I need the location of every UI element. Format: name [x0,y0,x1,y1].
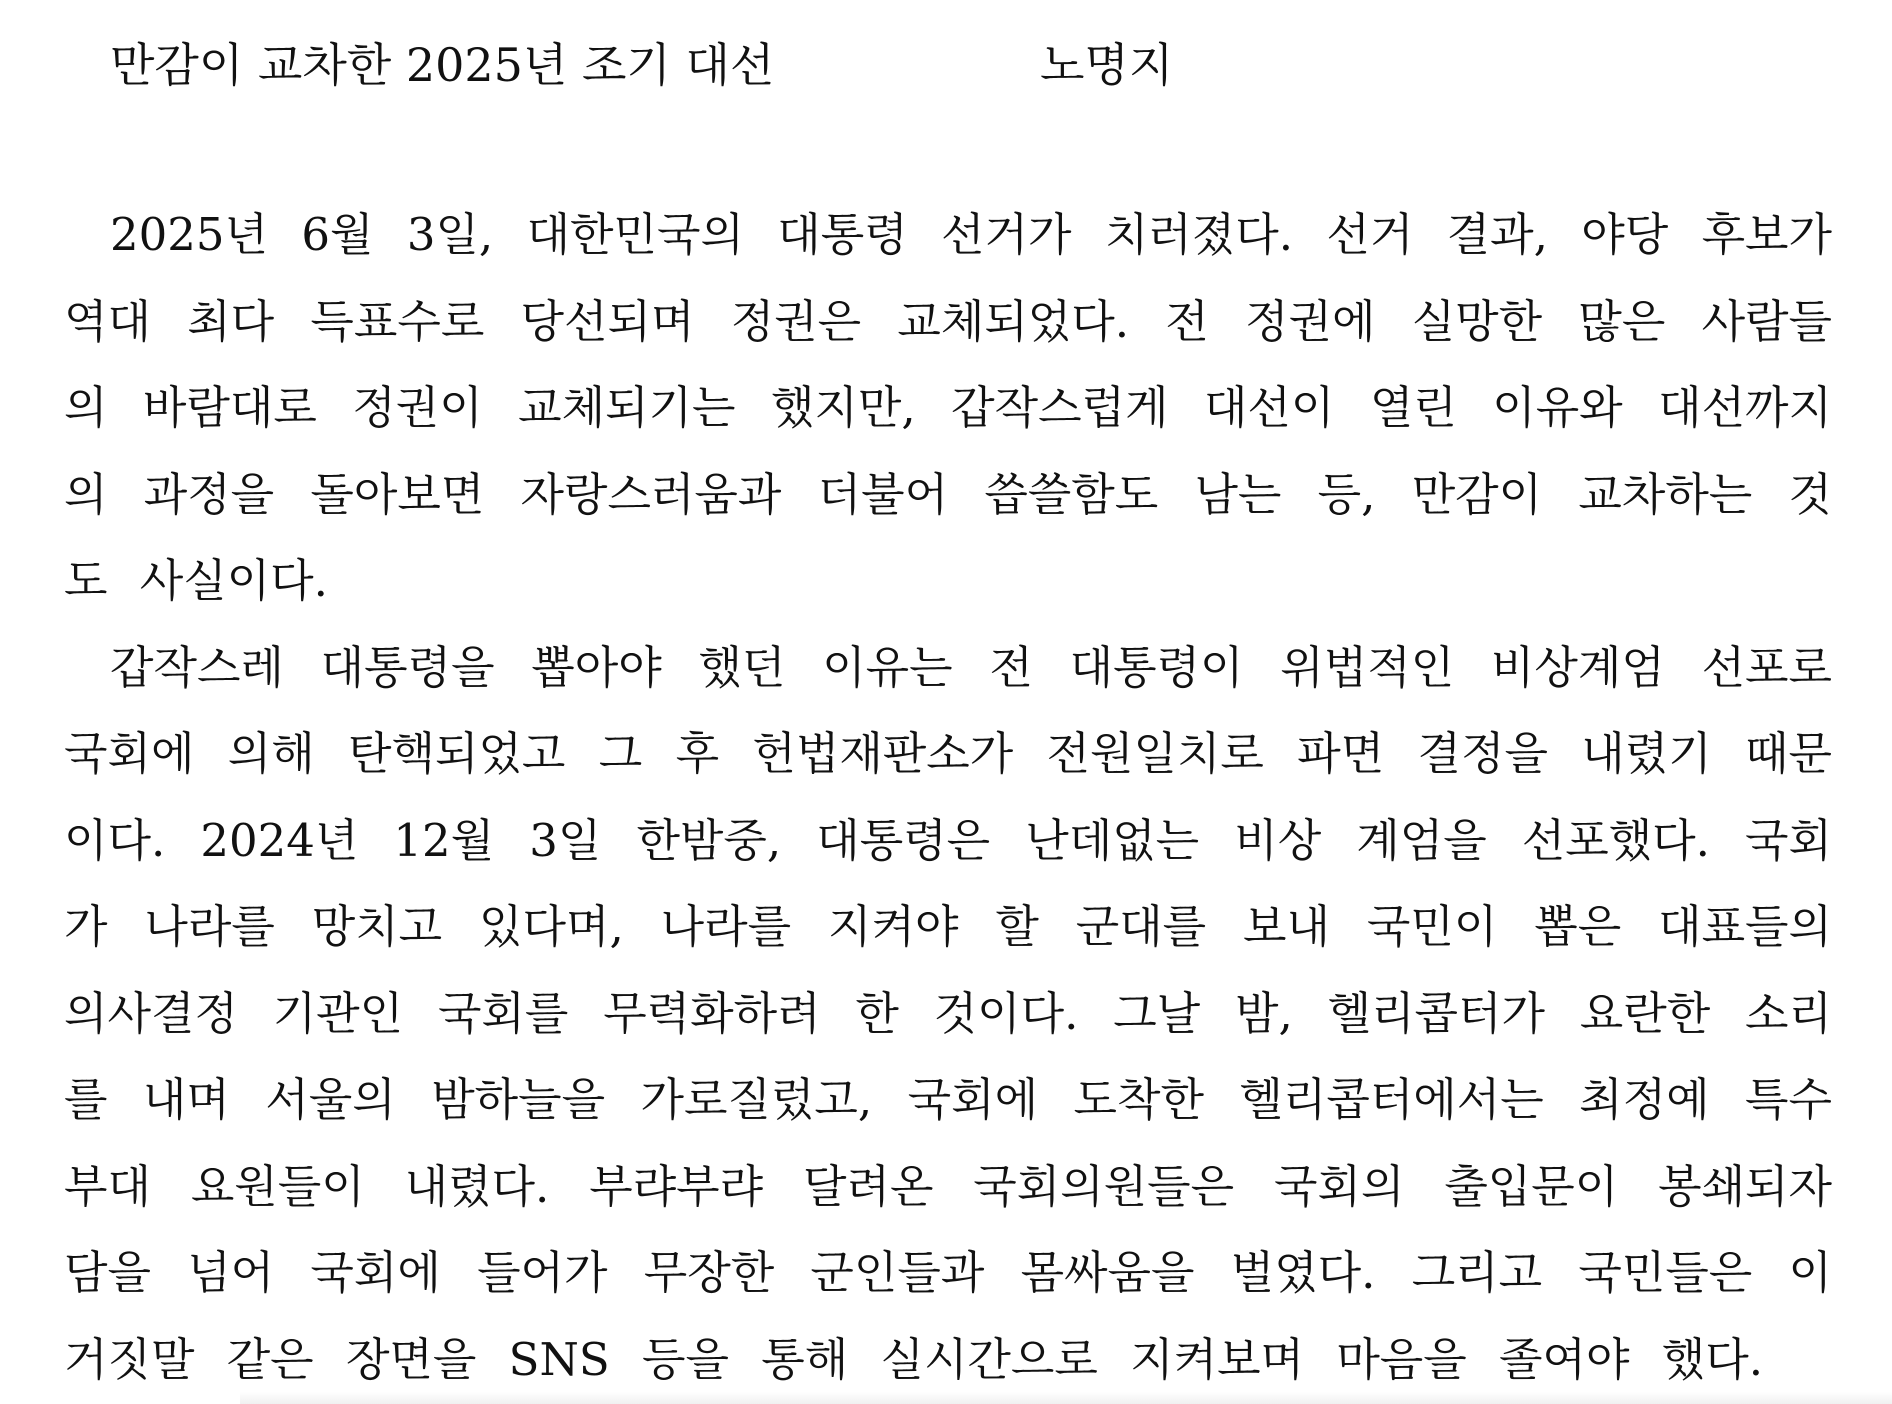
title-row [110,30,1810,100]
paragraph: 갑작스레 대통령을 뽑아야 했던 이유는 전 대통령이 위법적인 비상계엄 선포로 국회에 의해 탄핵되었고 그 후 헌법재판소가 전원일치로 파면 결정을 내렸기 때문이다. 2024년 12월 3일 한밤중, 대통령은 난데없는 비상 계엄을 선포했다. 국회가 나라를 망치고 있다며, 나라를 지켜야 할 군대를 보내 국민이 뽑은 대표들의 의사결정 기관인 국회를 무력화하려 한 것이다. 그날 밤, 헬리콥터가 요란한 소리를 내며 서울의 밤하늘을 가로질렀고, 국회에 도착한 헬리콥터에서는 최정예 특수부대 요원들이 내렸다. 부랴부랴 달려온 국회의원들은 국회의 출입문이 봉쇄되자 담을 넘어 국회에 들어가 무장한 군인들과 몸싸움을 벌였다. 그리고 국민들은 이 거짓말 같은 장면을 SNS 등을 통해 실시간으로 지켜보며 마음을 졸여야 했다. [64,640,1832,1386]
document-title: 만감이 교차한 2025년 조기 대선 [110,38,775,92]
page-edge-shadow [240,1392,1892,1404]
paragraph: 2025년 6월 3일, 대한민국의 대통령 선거가 치러졌다. 선거 결과, 야당 후보가 역대 최다 득표수로 당선되며 정권은 교체되었다. 전 정권에 실망한 많은 사람들의 바람대로 정권이 교체되기는 했지만, 갑작스럽게 대선이 열린 이유와 대선까지의 과정을 돌아보면 자랑스러움과 더불어 씁쓸함도 남는 등, 만감이 교차하는 것도 사실이다. [64,208,1832,607]
document-author: 노명지 [1040,38,1174,92]
document-body [64,192,1832,1403]
